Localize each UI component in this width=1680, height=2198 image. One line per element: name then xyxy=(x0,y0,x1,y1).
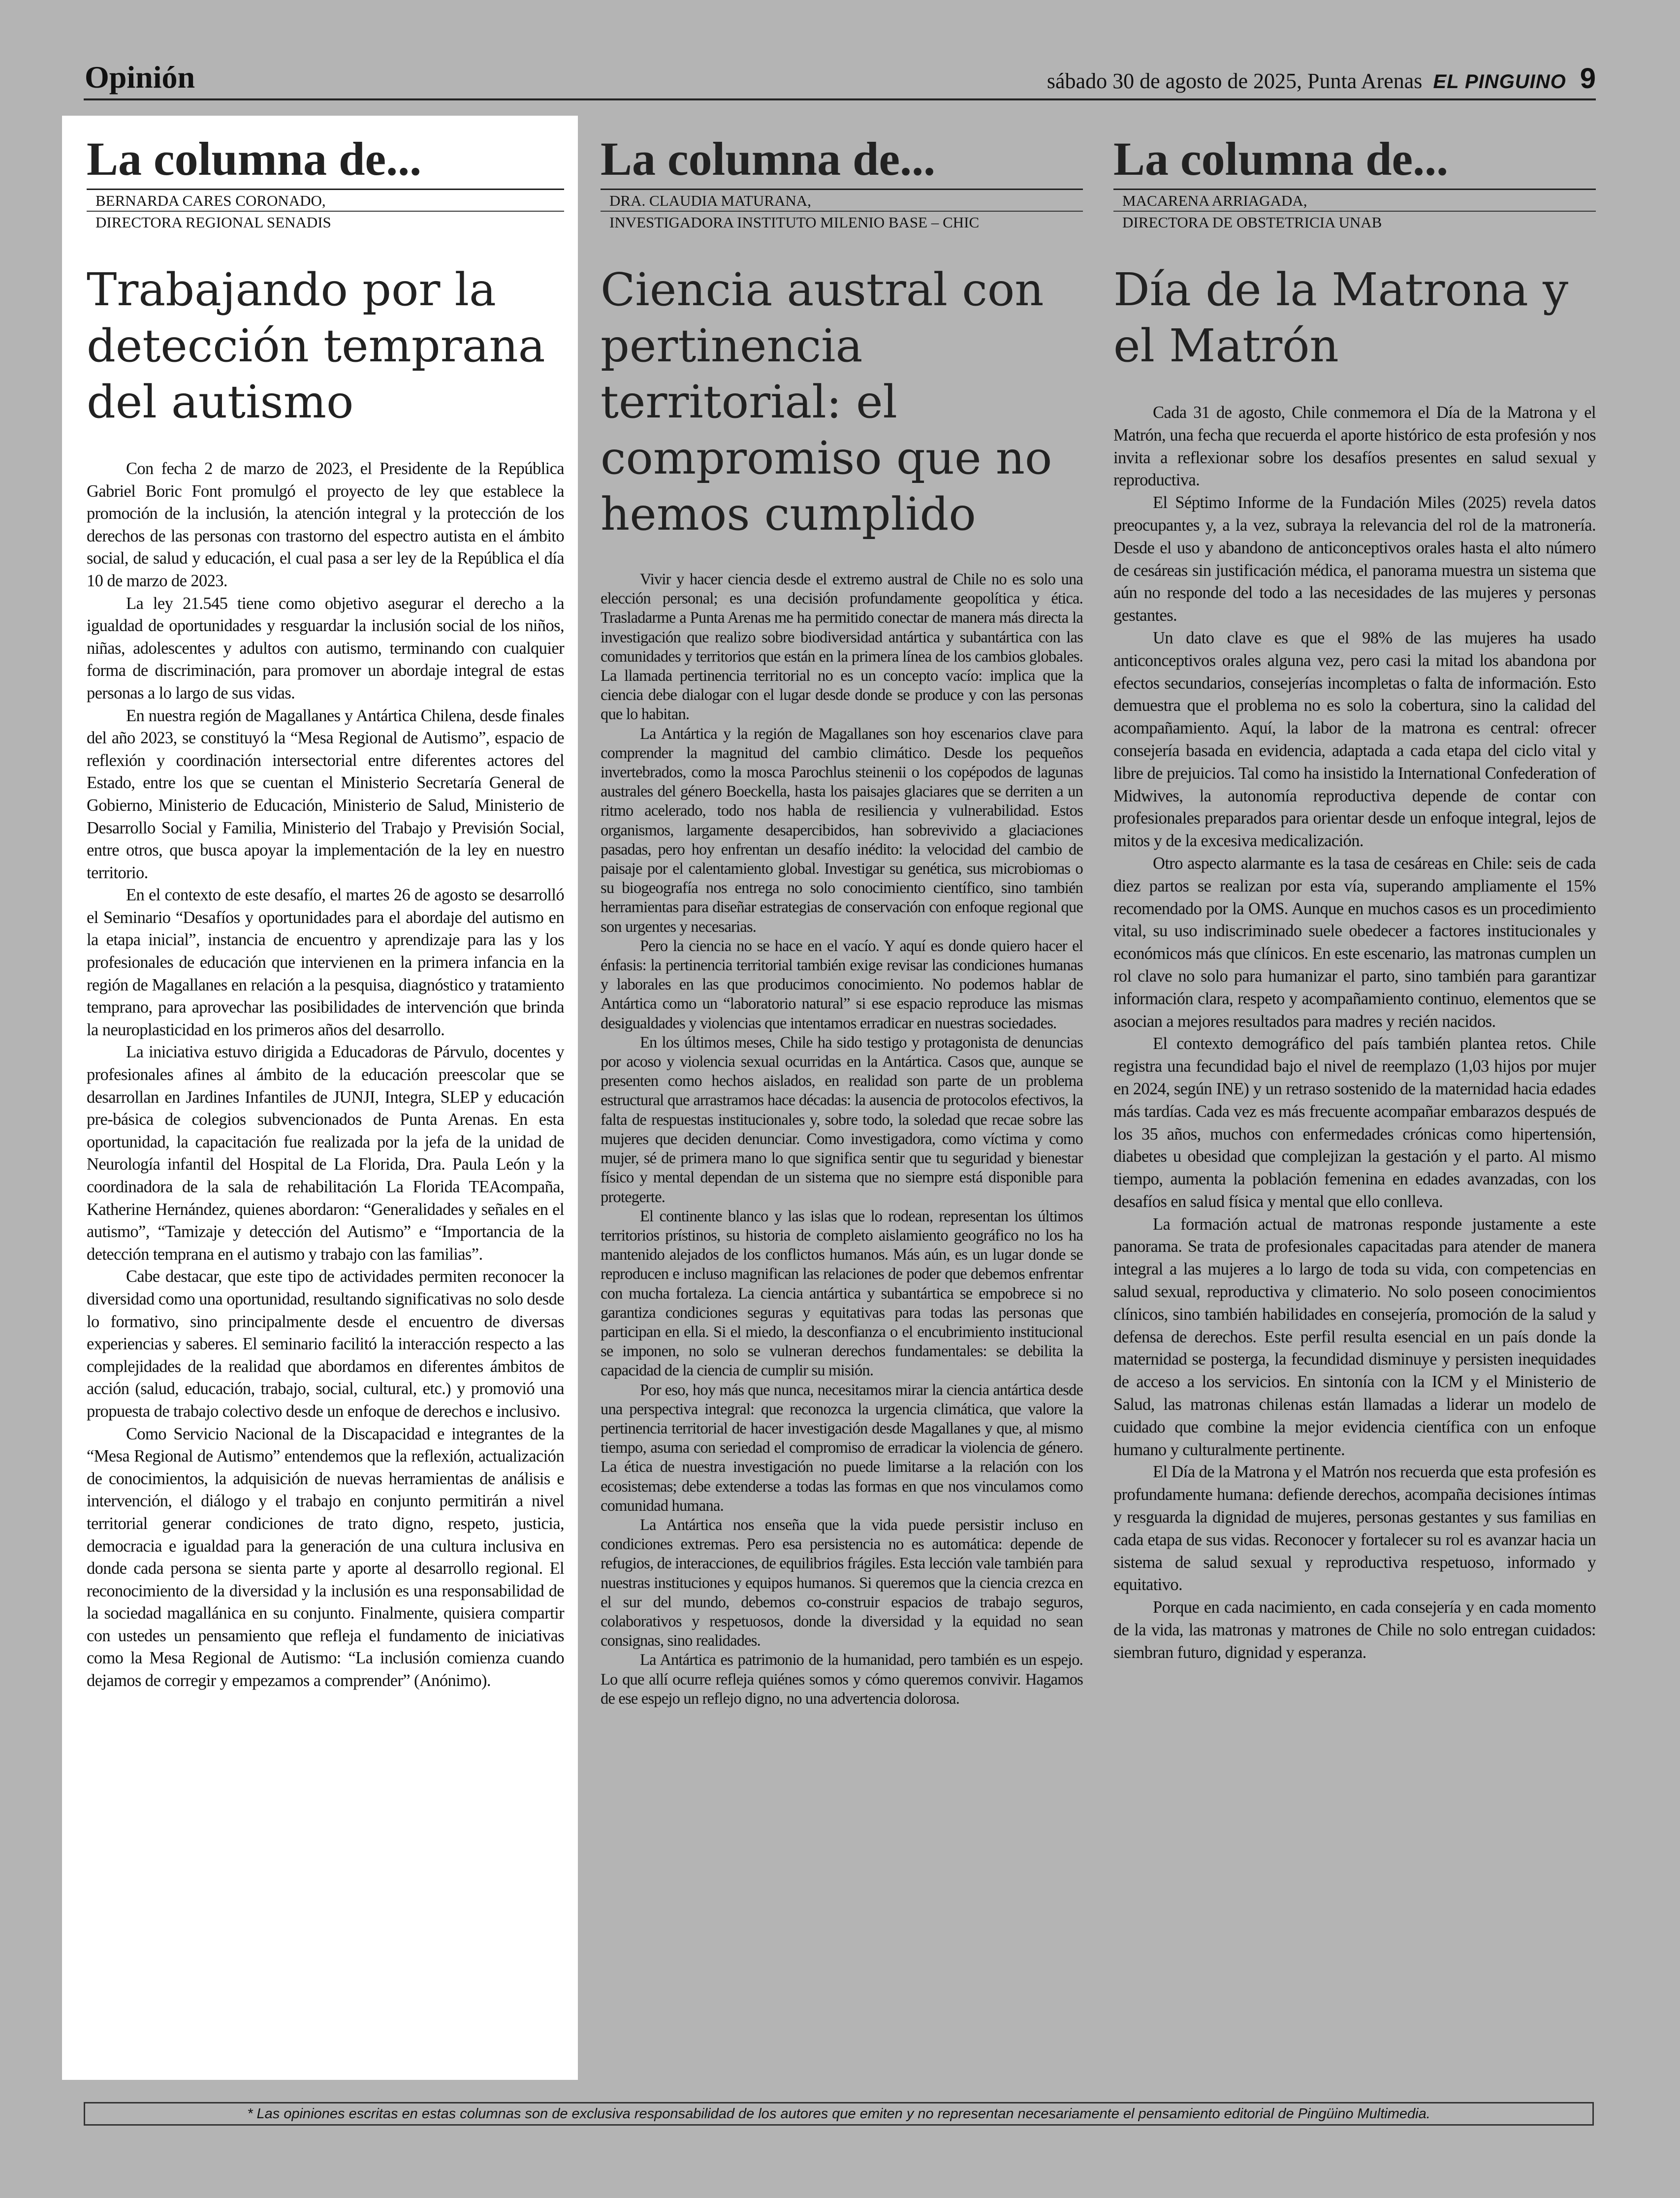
paragraph: El continente blanco y las islas que lo rodean, representan los últimos territorios prístinos, su historia de completo aislamiento geográfico no los ha mantenido alejados de los conflictos humanos. Más aún, es un lugar donde se reproducen e incluso magnifican las relaciones de poder que debemos enfrentar con mucha fortaleza. La ciencia antártica y subantártica se empobrece si no garantiza condiciones seguras y equitativas para todas las personas que participan en ella. Si el miedo, la desconfianza o el encubrimiento institucional se imponen, no solo se vulneran derechos fundamentales: se debilita la capacidad de la ciencia de cumplir su misión. xyxy=(601,1207,1083,1380)
opinion-column-1 xyxy=(62,116,578,2080)
paragraph: Cada 31 de agosto, Chile conmemora el Día de la Matrona y el Matrón, una fecha que recuerda el aporte histórico de esta profesión y nos invita a reflexionar sobre los desafíos presentes en salud sexual y reproductiva. xyxy=(1113,403,1596,490)
header-meta xyxy=(1047,62,1596,95)
paragraph: En nuestra región de Magallanes y Antártica Chilena, desde finales del año 2023, se constituyó la “Mesa Regional de Autismo”, espacio de reflexión y coordinación intersectorial entre diferentes actores del Estado, entre los que se cuentan el Ministerio Secretaría General de Gobierno, Ministerio de Educación, Ministerio de Salud, Ministerio de Desarrollo Social y Familia, Ministerio del Trabajo y Previsión Social, entre otros, que busca apoyar la implementación de la ley en nuestro territorio. xyxy=(87,706,564,882)
paragraph: La formación actual de matronas responde justamente a este panorama. Se trata de profesionales capacitadas para atender de manera integral a las mujeres a lo largo de toda su vida, con competencias en salud sexual, reproductiva y climaterio. No solo poseen conocimientos clínicos, sino también habilidades en consejería, promoción de la salud y defensa de derechos. Este perfil resulta esencial en un país donde la maternidad se posterga, la fecundidad disminuye y persisten inequidades de acceso a los servicios. En sintonía con la ICM y el Ministerio de Salud, las matronas chilenas están llamadas a liderar un modelo de cuidado que combine la mejor evidencia científica con un enfoque humano y culturalmente pertinente. xyxy=(1113,1214,1596,1459)
publication-logo: EL PINGUINO xyxy=(1433,71,1566,93)
divider xyxy=(87,189,564,190)
divider xyxy=(87,211,564,212)
publication-date: sábado 30 de agosto de 2025, Punta Arenas xyxy=(1046,69,1423,93)
paragraph: Pero la ciencia no se hace en el vacío. Y aquí es donde quiero hacer el énfasis: la pertinencia territorial también exige revisar las condiciones humanas y laborales en las que producimos conocimiento. No podemos hablar de Antártica como un “laboratorio natural” si ese espacio reproduce las mismas desigualdades y violencias que intentamos erradicar en nuestras sociedades. xyxy=(601,937,1083,1032)
column-label: La columna de... xyxy=(1113,132,1449,185)
author-role: DIRECTORA REGIONAL SENADIS xyxy=(95,214,331,231)
author-name: MACARENA ARRIAGADA, xyxy=(1122,192,1307,209)
paragraph: Cabe destacar, que este tipo de actividades permiten reconocer la diversidad como una oportunidad, resultando significativas no solo desde lo formativo, sino principalmente desde el encuentro de diversas experiencias y saberes. El seminario facilitó la interacción respecto a las complejidades de la realidad que abordamos en diferentes ámbitos de acción (salud, educación, trabajo, social, cultural, etc.) y promovió una propuesta de trabajo colectivo desde un enfoque de derechos e inclusivo. xyxy=(87,1267,564,1421)
article-headline: Ciencia austral con pertinencia territorial: el compromiso que no hemos cumplido xyxy=(601,263,1052,541)
paragraph: Un dato clave es que el 98% de las mujeres ha usado anticonceptivos orales alguna vez, pero casi la mitad los abandona por efectos secundarios, consejerías incompletas o falta de información. Esto demuestra que el problema no es solo la cobertura, sino la calidad del acompañamiento. Aquí, la labor de la matrona es central: ofrecer consejería basada en evidencia, adaptada a cada etapa del ciclo vital y libre de prejuicios. Tal como ha insistido la International Confederation of Midwives, la autonomía reproductiva depende de contar con profesionales preparados para orientar desde un enfoque integral, lejos de mitos y de la excesiva medicalización. xyxy=(1113,628,1596,851)
paragraph: Porque en cada nacimiento, en cada consejería y en cada momento de la vida, las matronas y matrones de Chile no solo entregan cuidados: siembran futuro, dignidad y esperanza. xyxy=(1113,1598,1596,1662)
column-label: La columna de... xyxy=(87,132,422,185)
paragraph: El Séptimo Informe de la Fundación Miles (2025) revela datos preocupantes y, a la vez, subraya la relevancia del rol de la matronería. Desde el uso y abandono de anticonceptivos orales hasta el alto número de cesáreas sin justificación médica, el panorama muestra un sistema que aún no responde del todo a las necesidades de las mujeres y personas gestantes. xyxy=(1113,493,1596,625)
paragraph: El Día de la Matrona y el Matrón nos recuerda que esta profesión es profundamente humana: defiende derechos, acompaña decisiones íntimas y resguarda la dignidad de mujeres, personas gestantes y sus familias en cada etapa de sus vidas. Reconocer y fortalecer su rol es avanzar hacia un sistema de salud sexual y reproductiva respetuoso, informado y equitativo. xyxy=(1113,1463,1596,1594)
paragraph: Como Servicio Nacional de la Discapacidad e integrantes de la “Mesa Regional de Autismo” entendemos que la reflexión, actualización de conocimientos, la adquisición de nuevas herramientas de análisis e intervención, el diálogo y el trabajo en conjunto permitirán a nivel territorial generar condiciones de trato digno, respeto, justicia, democracia e igualdad para la generación de una cultura inclusiva en donde cada persona se sienta parte y aporte al desarrollo regional. El reconocimiento de la diversidad y la inclusión es una responsabilidad de la sociedad magallánica en su conjunto. Finalmente, quisiera compartir con ustedes un pensamiento que refleja el fundamento de iniciativas como la Mesa Regional de Autismo: “La inclusión comienza cuando dejamos de corregir y empezamos a comprender” (Anónimo). xyxy=(87,1424,564,1690)
article-headline: Día de la Matrona y el Matrón xyxy=(1113,263,1569,372)
divider xyxy=(1113,189,1596,190)
paragraph: En el contexto de este desafío, el martes 26 de agosto se desarrolló el Seminario “Desafíos y oportunidades para el abordaje del autismo en la etapa inicial”, instancia de encuentro y aprendizaje para las y los profesionales de educación que intervienen en la primera infancia en la región de Magallanes en relación a la pesquisa, diagnóstico y tratamiento temprano, para aprovechar las posibilidades de intervención que brinda la neuroplasticidad en los primeros años del desarrollo. xyxy=(87,886,564,1039)
author-name: BERNARDA CARES CORONADO, xyxy=(95,192,326,209)
disclaimer-text: * Las opiniones escritas en estas columnas son de exclusiva responsabilidad de los autores que emiten y no representan necesariamente el pensamiento editorial de Pingüino Multimedia. xyxy=(247,2105,1430,2122)
divider xyxy=(601,189,1083,190)
article-headline: Trabajando por la detección temprana del autismo xyxy=(87,263,545,428)
article-body xyxy=(601,570,1083,1709)
paragraph: Por eso, hoy más que nunca, necesitamos mirar la ciencia antártica desde una perspectiva integral: que reconozca la urgencia climática, que valore la pertinencia territorial de hacer investigación desde Magallanes y que, al mismo tiempo, asuma con seriedad el compromiso de erradicar la violencia de género. La ética de nuestra investigación no puede limitarse a la relación con los ecosistemas; debe extenderse a todas las formas en que nos vinculamos como comunidad humana. xyxy=(601,1381,1083,1515)
divider xyxy=(601,211,1083,212)
paragraph: La Antártica nos enseña que la vida puede persistir incluso en condiciones extremas. Pero esa persistencia no es automática: depende de refugios, de interacciones, de equilibrios frágiles. Esta lección vale también para nuestras instituciones y equipos humanos. Si queremos que la ciencia crezca en el sur del mundo, debemos co-construir espacios de trabajo seguros, colaborativos y respetuosos, donde la diversidad y la equidad no sean consignas, sino realidades. xyxy=(601,1516,1083,1650)
column-label: La columna de... xyxy=(601,132,936,185)
paragraph: La iniciativa estuvo dirigida a Educadoras de Párvulo, docentes y profesionales afines al ámbito de la educación preescolar que se desarrollan en Jardines Infantiles de JUNJI, Integra, SLEP y educación pre-básica de colegios subvencionados de Punta Arenas. En esta oportunidad, la capacitación fue realizada por la jefa de la unidad de Neurología infantil del Hospital de La Florida, Dra. Paula León y la coordinadora de la sala de rehabilitación La Florida TEAcompaña, Katherine Hernández, quienes abordaron: “Generalidades y señales en el autismo”, “Tamizaje y detección del Autismo” e “Importancia de la detección temprana en el autismo y trabajo con las familias”. xyxy=(87,1043,564,1264)
page-header xyxy=(84,55,1596,99)
author-role: DIRECTORA DE OBSTETRICIA UNAB xyxy=(1122,214,1382,231)
author-name: DRA. CLAUDIA MATURANA, xyxy=(609,192,811,209)
section-name: Opinión xyxy=(85,60,195,95)
divider xyxy=(1113,211,1596,212)
paragraph: Otro aspecto alarmante es la tasa de cesáreas en Chile: seis de cada diez partos se realizan por esta vía, superando ampliamente el 15% recomendado por la OMS. Aunque en muchos casos es un procedimiento vital, su uso indiscriminado suele obedecer a factores institucionales y económicos más que clínicos. En este escenario, las matronas cumplen un rol clave no solo para humanizar el parto, sino también para garantizar información clara, respeto y acompañamiento continuo, elementos que se asocian a mejores resultados para madres y recién nacidos. xyxy=(1113,854,1596,1031)
disclaimer-box xyxy=(84,2102,1594,2126)
header-rule xyxy=(84,98,1596,100)
article-body xyxy=(87,458,564,1692)
page-number: 9 xyxy=(1580,63,1596,95)
paragraph: La ley 21.545 tiene como objetivo asegurar el derecho a la igualdad de oportunidades y resguardar la inclusión social de los niños, niñas, adolescentes y adultos con autismo, terminando con cualquier forma de discriminación, para promover un abordaje integral de estas personas a lo largo de sus vidas. xyxy=(87,594,564,702)
author-role: INVESTIGADORA INSTITUTO MILENIO BASE – CHIC xyxy=(609,214,980,231)
article-body xyxy=(1113,402,1596,1664)
paragraph: La Antártica es patrimonio de la humanidad, pero también es un espejo. Lo que allí ocurre refleja quiénes somos y cómo queremos convivir. Hagamos de ese espejo un reflejo digno, no una advertencia dolorosa. xyxy=(601,1651,1083,1708)
paragraph: La Antártica y la región de Magallanes son hoy escenarios clave para comprender la magnitud del cambio climático. Desde los pequeños invertebrados, como la mosca Parochlus steinenii o los copépodos de lagunas australes del género Boeckella, hasta los paisajes glaciares que se derriten a un ritmo acelerado, todo nos habla de resiliencia y vulnerabilidad. Estos organismos, largamente desapercibidos, han sobrevivido a glaciaciones pasadas, pero hoy enfrentan un desafío inédito: la velocidad del cambio de paisaje por el calentamiento global. Investigar su genética, sus microbiomas o su biogeografía nos entrega no solo conocimiento científico, sino también herramientas para diseñar estrategias de conservación con enfoque regional que son urgentes y necesarias. xyxy=(601,725,1083,936)
paragraph: Con fecha 2 de marzo de 2023, el Presidente de la República Gabriel Boric Font promulgó el proyecto de ley que establece la promoción de la inclusión, la atención integral y la protección de los derechos de las personas con trastorno del espectro autista en el ámbito social, de salud y educación, el cual pasa a ser ley de la República el día 10 de marzo de 2023. xyxy=(87,459,564,590)
paragraph: Vivir y hacer ciencia desde el extremo austral de Chile no es solo una elección personal; es una decisión profundamente geopolítica y ética. Trasladarme a Punta Arenas me ha permitido conectar de manera más directa la investigación que realizo sobre biodiversidad antártica y subantártica con las comunidades y territorios que están en la primera línea de los cambios globales. La llamada pertinencia territorial no es un concepto vacío: implica que la ciencia debe dialogar con el lugar desde donde se produce y con las personas que lo habitan. xyxy=(601,571,1083,724)
paragraph: En los últimos meses, Chile ha sido testigo y protagonista de denuncias por acoso y violencia sexual ocurridas en la Antártica. Casos que, aunque se presenten como hechos aislados, en realidad son parte de un problema estructural que arrastramos hace décadas: la ausencia de protocolos efectivos, la falta de respuestas institucionales y, sobre todo, la soledad que recae sobre las mujeres que deciden denunciar. Como investigadora, como víctima y como mujer, sé de primera mano lo que significa sentir que tu seguridad y bienestar físico y mental dependan de un sistema que no siempre está disponible para protegerte. xyxy=(601,1033,1083,1206)
paragraph: El contexto demográfico del país también plantea retos. Chile registra una fecundidad bajo el nivel de reemplazo (1,03 hijos por mujer en 2024, según INE) y un retraso sostenido de la maternidad hacia edades más tardías. Cada vez es más frecuente acompañar embarazos después de los 35 años, muchos con enfermedades crónicas como hipertensión, diabetes u obesidad que complejizan la gestación y el parto. Al mismo tiempo, aumenta la población femenina en edades avanzadas, con los desafíos en salud física y mental que ello conlleva. xyxy=(1113,1034,1596,1211)
